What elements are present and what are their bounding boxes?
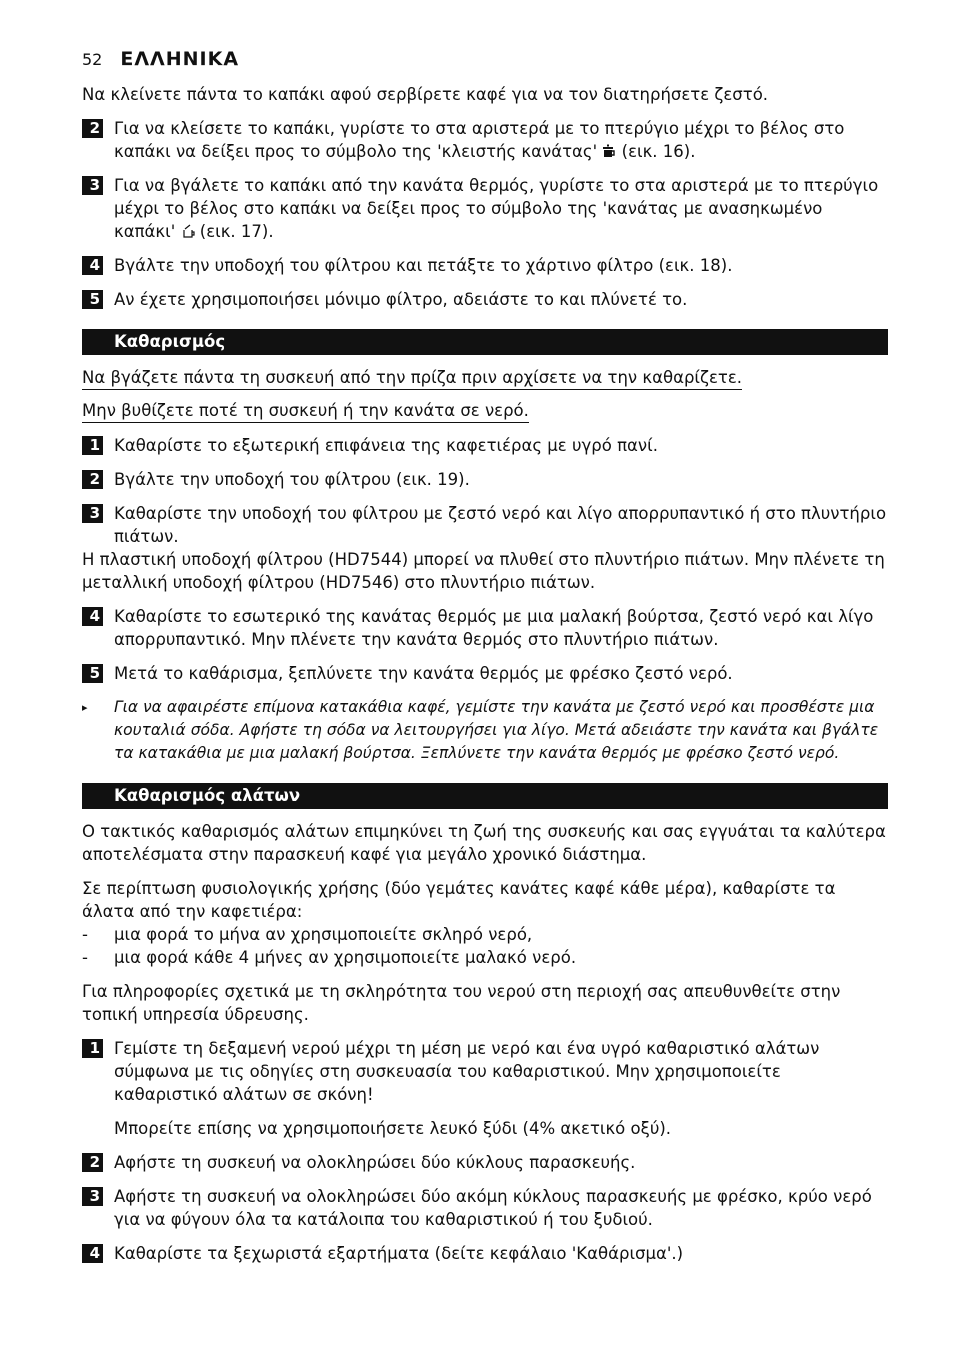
step-item	[82, 605, 888, 651]
step-item	[82, 117, 888, 163]
step-item	[82, 434, 888, 457]
step-number: 2	[82, 470, 103, 489]
step-item	[82, 174, 888, 243]
step-number: 2	[82, 119, 103, 138]
step-item	[82, 468, 888, 491]
step-item	[82, 1185, 888, 1231]
page-header	[82, 48, 888, 71]
bullet-arrow-icon: ▸	[82, 701, 88, 714]
step-item	[82, 1037, 888, 1106]
step-text: Καθαρίστε το εσωτερικό της κανάτας θερμός με μια μαλακή βούρτσα, ζεστό νερό και λίγο απορρυπαντικό. Μην πλένετε την κανάτα θερμός στο πλυντήριο πιάτων.	[114, 607, 874, 649]
step-number: 4	[82, 1244, 103, 1263]
tip-item	[82, 696, 888, 765]
step-text: Καθαρίστε το εξωτερική επιφάνεια της καφετιέρας με υγρό πανί.	[114, 436, 658, 455]
step-text: Γεμίστε τη δεξαμενή νερού μέχρι τη μέση με νερό και ένα υγρό καθαριστικό αλάτων σύμφωνα με τις οδηγίες στη συσκευασία του καθαριστικού. Μην χρησιμοποιείτε καθαριστικό αλάτων σε σκόνη!	[114, 1039, 820, 1104]
step-item	[82, 502, 888, 548]
page-number: 52	[82, 50, 103, 69]
step-note: Μπορείτε επίσης να χρησιμοποιήσετε λευκό ξύδι (4% ακετικό οξύ).	[114, 1119, 672, 1138]
step-text: Για να βγάλετε το καπάκι από την κανάτα θερμός, γυρίστε το στα αριστερά με το πτερύγιο μέχρι το βέλος στο καπάκι να δείξει προς το σύμβολο της 'κανάτας με ανασηκωμένο καπάκι' (εικ. 17).	[114, 176, 879, 241]
step-item	[82, 1151, 888, 1174]
tip-text: Για να αφαιρέστε επίμονα κατακάθια καφέ, γεμίστε την κανάτα με ζεστό νερό και προσθέστε μια κουταλιά σόδα. Αφήστε τη σόδα να λειτουργήσει για λίγο. Μετά αδειάστε την κανάτα και βγάλτε τα κατακάθια με μια μαλακή βούρτσα. Ξεπλύνετε την κανάτα θερμός με φρέσκο ζεστό νερό.	[114, 698, 879, 762]
manual-page	[82, 48, 888, 1276]
list-dash: -	[82, 925, 88, 944]
step-text: Αφήστε τη συσκευή να ολοκληρώσει δύο ακόμη κύκλους παρασκευής με φρέσκο, κρύο νερό για να φύγουν όλα τα κατάλοιπα του καθαριστικού ή του ξυδιού.	[114, 1187, 872, 1229]
step-number: 4	[82, 607, 103, 626]
step-number: 3	[82, 504, 103, 523]
step-number: 2	[82, 1153, 103, 1172]
step-text: Αν έχετε χρησιμοποιήσει μόνιμο φίλτρο, αδειάστε το και πλύνετέ το.	[114, 290, 688, 309]
note-text: Η πλαστική υποδοχή φίλτρου (HD7544) μπορεί να πλυθεί στο πλυντήριο πιάτων. Μην πλένετε τη μεταλλική υποδοχή φίλτρου (HD7546) στο πλυντήριο πιάτων.	[82, 550, 885, 592]
step-number: 1	[82, 436, 103, 455]
list-item: - μια φορά το μήνα αν χρησιμοποιείτε σκληρό νερό,	[82, 925, 533, 944]
section-heading-descaling: Καθαρισμός αλάτων	[82, 783, 888, 809]
list-item: - μια φορά κάθε 4 μήνες αν χρησιμοποιείτε μαλακό νερό.	[82, 948, 577, 967]
step-text: Καθαρίστε την υποδοχή του φίλτρου με ζεστό νερό και λίγο απορρυπαντικό ή στο πλυντήριο πιάτων.	[114, 504, 887, 546]
warning-text: Μην βυθίζετε ποτέ τη συσκευή ή την κανάτα σε νερό.	[82, 399, 888, 422]
step-text: Βγάλτε την υποδοχή του φίλτρου (εικ. 19).	[114, 470, 470, 489]
step-number: 1	[82, 1039, 103, 1058]
section-heading-cleaning: Καθαρισμός	[82, 329, 888, 355]
step-number: 3	[82, 1187, 103, 1206]
paragraph: Ο τακτικός καθαρισμός αλάτων επιμηκύνει τη ζωή της συσκευής και σας εγγυάται τα καλύτερα αποτελέσματα στην παρασκευή καφέ για μεγάλο χρονικό διάστημα.	[82, 822, 886, 864]
step-number: 5	[82, 664, 103, 683]
list-dash: -	[82, 948, 88, 967]
step-text: Βγάλτε την υποδοχή του φίλτρου και πετάξτε το χάρτινο φίλτρο (εικ. 18).	[114, 256, 733, 275]
paragraph: Για πληροφορίες σχετικά με τη σκληρότητα του νερού στη περιοχή σας απευθυνθείτε στην τοπική υπηρεσία ύδρευσης.	[82, 982, 841, 1024]
step-text: Αφήστε τη συσκευή να ολοκληρώσει δύο κύκλους παρασκευής.	[114, 1153, 636, 1172]
step-number: 3	[82, 176, 103, 195]
step-item	[82, 288, 888, 311]
warning-text: Να βγάζετε πάντα τη συσκευή από την πρίζα πριν αρχίσετε να την καθαρίζετε.	[82, 366, 888, 389]
closed-jug-icon	[602, 144, 616, 158]
step-item	[82, 1242, 888, 1265]
intro-text: Να κλείνετε πάντα το καπάκι αφού σερβίρετε καφέ για να τον διατηρήσετε ζεστό.	[82, 85, 769, 104]
step-text: Για να κλείσετε το καπάκι, γυρίστε το στα αριστερά με το πτερύγιο μέχρι το βέλος στο καπάκι να δείξει προς το σύμβολο της 'κλειστής κανάτας' (εικ. 16).	[114, 119, 845, 161]
step-item	[82, 662, 888, 685]
step-text: Καθαρίστε τα ξεχωριστά εξαρτήματα (δείτε κεφάλαιο 'Καθάρισμα'.)	[114, 1244, 684, 1263]
open-jug-icon	[181, 224, 195, 238]
language-title: ΕΛΛΗΝΙΚΑ	[120, 48, 240, 70]
step-number: 5	[82, 290, 103, 309]
step-text: Μετά το καθάρισμα, ξεπλύνετε την κανάτα θερμός με φρέσκο ζεστό νερό.	[114, 664, 733, 683]
paragraph: Σε περίπτωση φυσιολογικής χρήσης (δύο γεμάτες κανάτες καφέ κάθε μέρα), καθαρίστε τα άλατα από την καφετιέρα:	[82, 879, 836, 921]
step-item	[82, 254, 888, 277]
step-number: 4	[82, 256, 103, 275]
